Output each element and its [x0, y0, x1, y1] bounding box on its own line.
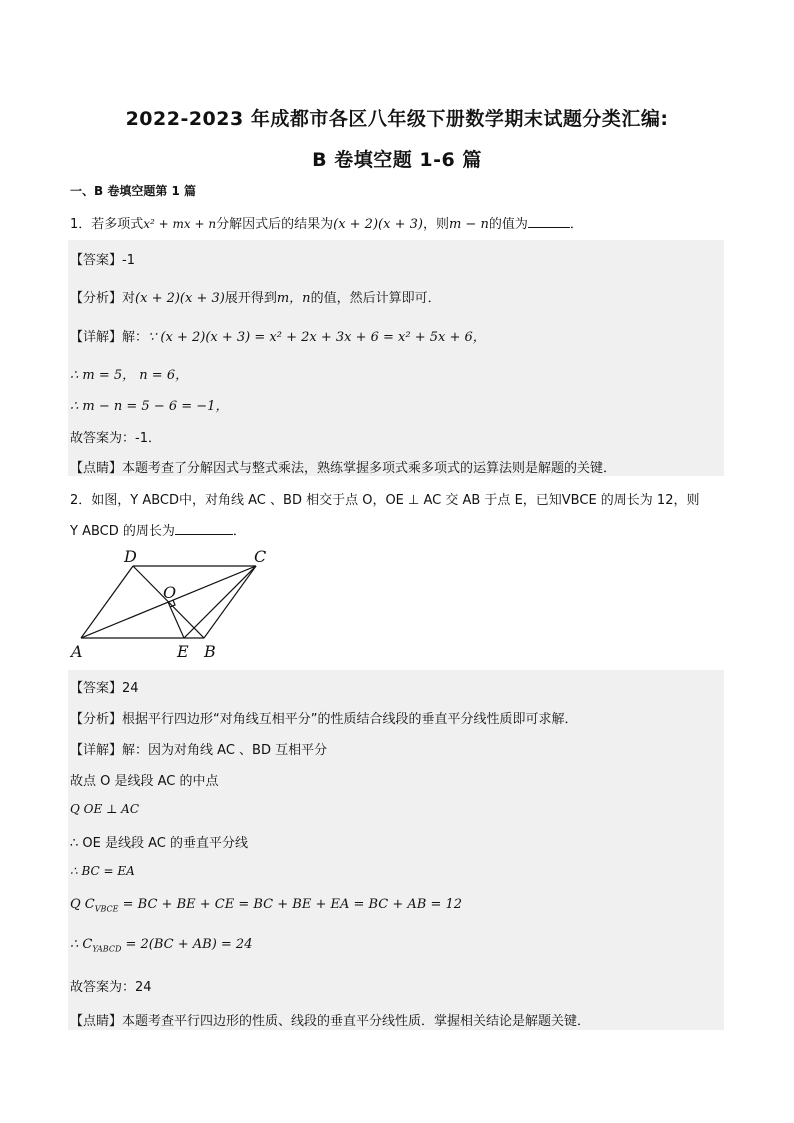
q1-analysis-expr: (x + 2)(x + 3)	[135, 291, 225, 306]
q1-comment	[70, 457, 616, 476]
q2-final: 故答案为：24	[70, 980, 152, 995]
q2-comment-text: 本题考查平行四边形的性质、线段的垂直平分线性质．掌握相关结论是解题关键．	[122, 1014, 591, 1029]
q1-answer-blank	[528, 215, 570, 228]
q2-line2-end: ．	[232, 524, 246, 539]
q2-step6-post: = 2(BC + AB) = 24	[121, 937, 253, 952]
q1-analysis-pre: 对	[122, 291, 136, 306]
q1-prefix: 1．若多项式	[70, 217, 144, 232]
q2-step2: Q OE ⊥ AC	[70, 802, 140, 816]
q2-statement-line2	[70, 520, 246, 539]
q2-step6-pre: ∴ C	[70, 937, 93, 952]
q1-detail-equation: ∵ (x + 2)(x + 3) = x² + 2x + 3x + 6 = x² + 5x + 6，	[148, 330, 486, 345]
q1-end: ．	[569, 217, 583, 232]
detail-label: 【详解】	[70, 743, 123, 758]
analysis-label: 【分析】	[70, 712, 123, 727]
q2-detail	[70, 739, 327, 758]
q2-analysis	[70, 708, 578, 727]
q1-then: ，则	[422, 217, 449, 232]
label-a: A	[71, 642, 83, 661]
q1-answer	[70, 249, 135, 268]
q2-step6	[70, 937, 252, 954]
q2-answer-value: 24	[122, 681, 139, 696]
label-d: D	[124, 547, 137, 566]
parallelogram-figure	[68, 545, 278, 663]
q2-analysis-text: 根据平行四边形“对角线互相平分”的性质结合线段的垂直平分线性质即可求解．	[122, 712, 578, 727]
q1-comment-text: 本题考查了分解因式与整式乘法，熟练掌握多项式乘多项式的运算法则是解题的关键．	[122, 461, 617, 476]
q1-factor: (x + 2)(x + 3)	[333, 217, 423, 232]
q2-step1: 故点 O 是线段 AC 的中点	[70, 774, 219, 789]
label-e: E	[177, 642, 189, 661]
comment-label: 【点睛】	[70, 1014, 123, 1029]
q1-detail-pre: 解：	[122, 330, 149, 345]
q2-step5-sub: VBCE	[94, 904, 119, 914]
answer-label: 【答案】	[70, 681, 123, 696]
q2-statement-line1: 2．如图，Y ABCD中，对角线 AC 、BD 相交于点 O，OE ⊥ AC 交 AB 于点 E，已知VBCE 的周长为 12，则	[70, 493, 700, 508]
q2-step4: ∴ BC = EA	[70, 864, 135, 878]
q2-answer	[70, 677, 139, 696]
q1-answer-value: -1	[122, 253, 135, 268]
q1-step2: ∴ m − n = 5 − 6 = −1，	[70, 399, 229, 414]
q1-detail	[70, 326, 486, 345]
q2-detail-text: 解：因为对角线 AC 、BD 互相平分	[122, 743, 328, 758]
q1-step1: ∴ m = 5， n = 6，	[70, 368, 189, 383]
q1-analysis-post: 的值，然后计算即可．	[310, 291, 441, 306]
q1-expr: m − n	[448, 217, 489, 232]
q2-answer-blank	[175, 522, 233, 535]
q2-step3: ∴ OE 是线段 AC 的垂直平分线	[70, 836, 248, 851]
label-o: O	[163, 583, 177, 602]
q1-analysis-vars: m，n	[276, 291, 311, 306]
q1-final: 故答案为：-1．	[70, 431, 161, 446]
segment-ce	[184, 566, 256, 638]
q1-analysis	[70, 287, 441, 306]
q2-step5-pre: Q C	[70, 897, 95, 912]
q2-line2-pre: Y ABCD 的周长为	[70, 524, 175, 539]
page-title-line2: B 卷填空题 1-6 篇	[312, 149, 482, 171]
answer-label: 【答案】	[70, 253, 123, 268]
page-title-line1: 2022-2023 年成都市各区八年级下册数学期末试题分类汇编:	[125, 108, 669, 130]
label-c: C	[254, 547, 267, 566]
label-b: B	[204, 642, 216, 661]
q2-comment	[70, 1010, 590, 1029]
q1-statement	[70, 213, 583, 232]
analysis-label: 【分析】	[70, 291, 123, 306]
detail-label: 【详解】	[70, 330, 123, 345]
q2-step5-post: = BC + BE + CE = BC + BE + EA = BC + AB = 12	[118, 897, 463, 912]
q1-polynomial: x² + mx + n	[143, 217, 217, 231]
section-heading: 一、B 卷填空题第 1 篇	[70, 184, 197, 198]
q1-mid: 分解因式后的结果为	[216, 217, 334, 232]
q1-solution-panel	[68, 240, 724, 476]
q1-suffix: 的值为	[488, 217, 528, 232]
q2-step6-sub: YABCD	[92, 944, 122, 954]
comment-label: 【点睛】	[70, 461, 123, 476]
q1-analysis-mid: 展开得到	[224, 291, 277, 306]
q2-step5	[70, 897, 462, 914]
